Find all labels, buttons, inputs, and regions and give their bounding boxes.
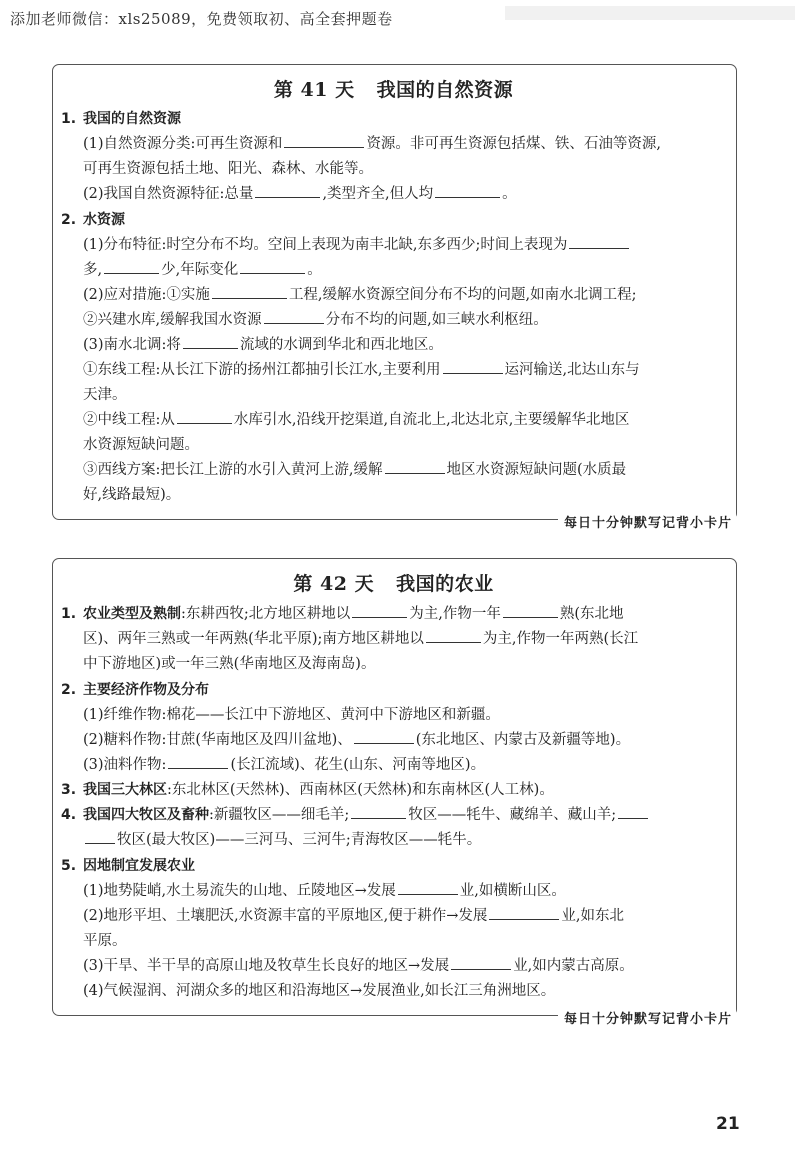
section-title: 我国三大林区	[83, 782, 167, 798]
text-line: 平原。	[83, 933, 127, 949]
section-number: 4.	[61, 807, 77, 823]
text-line: 水资源短缺问题。	[83, 437, 199, 453]
text: (2)地形平坦、土壤肥沃,水资源丰富的平原地区,便于耕作→发展	[83, 908, 488, 924]
section-title: 农业类型及熟制	[83, 606, 181, 622]
text: 。	[502, 186, 517, 202]
fill-blank[interactable]	[426, 628, 481, 643]
text: ②中线工程:从	[83, 412, 175, 428]
page-number: 21	[716, 1114, 740, 1134]
fill-blank[interactable]	[183, 334, 238, 349]
section-number: 2.	[61, 682, 77, 698]
text-line	[61, 954, 726, 979]
text: 。	[307, 262, 322, 278]
text: 水库引水,沿线开挖渠道,自流北上,北达北京,主要缓解华北地区	[233, 412, 630, 428]
fill-blank[interactable]	[104, 259, 159, 274]
text: 资源。非可再生资源包括煤、铁、石油等资源,	[366, 136, 662, 152]
text: (3)油料作物:	[83, 757, 167, 773]
fill-blank[interactable]	[569, 234, 629, 249]
section-title: 主要经济作物及分布	[83, 682, 209, 698]
text: ,类型齐全,但人均	[322, 186, 434, 202]
fill-blank[interactable]	[255, 183, 320, 198]
card-footer-label: 每日十分钟默写记背小卡片	[558, 512, 736, 531]
text: ①东线工程:从长江下游的扬州江都抽引长江水,主要利用	[83, 362, 441, 378]
text: 地区水资源短缺问题(水质最	[446, 462, 627, 478]
fill-blank[interactable]	[85, 829, 115, 844]
topic-title: 我国的自然资源	[376, 79, 514, 101]
fill-blank[interactable]	[503, 603, 558, 618]
text-line	[61, 258, 726, 283]
text-line	[61, 728, 726, 753]
text: 运河输送,北达山东与	[504, 362, 640, 378]
text-line: 好,线路最短)。	[83, 487, 181, 503]
text-line	[61, 904, 726, 929]
text-line	[61, 308, 726, 333]
text-line: 天津。	[83, 387, 127, 403]
fill-blank[interactable]	[168, 754, 228, 769]
text: (2)我国自然资源特征:总量	[83, 186, 254, 202]
section-heading	[61, 855, 726, 877]
text: (2)应对措施:①实施	[83, 287, 210, 303]
fill-blank[interactable]	[443, 359, 503, 374]
text-line: 可再生资源包括土地、阳光、森林、水能等。	[83, 161, 373, 177]
fill-blank[interactable]	[451, 955, 511, 970]
text-line	[61, 602, 726, 627]
text: (2)糖料作物:甘蔗(华南地区及四川盆地)、	[83, 732, 352, 748]
text-line	[61, 132, 726, 157]
text: :东北林区(天然林)、西南林区(天然林)和东南林区(人工林)。	[167, 782, 554, 798]
topic-title: 我国的农业	[396, 573, 494, 595]
text: (1)地势陡峭,水土易流失的山地、丘陵地区→发展	[83, 883, 396, 899]
fill-blank[interactable]	[212, 284, 287, 299]
text-line	[61, 283, 726, 308]
section-heading	[61, 209, 726, 231]
text-line: (1)纤维作物:棉花——长江中下游地区、黄河中下游地区和新疆。	[83, 707, 500, 723]
text: (1)自然资源分类:可再生资源和	[83, 136, 283, 152]
text: (长江流域)、花生(山东、河南等地区)。	[230, 757, 486, 773]
text-line	[61, 828, 726, 853]
text-line	[61, 627, 726, 652]
card-title	[61, 75, 726, 102]
top-scan-shade	[505, 6, 795, 20]
text-line	[61, 753, 726, 778]
text: 多,	[83, 262, 103, 278]
text: (东北地区、内蒙古及新疆等地)。	[415, 732, 631, 748]
fill-blank[interactable]	[489, 905, 559, 920]
text: (3)南水北调:将	[83, 337, 181, 353]
section-title: 水资源	[83, 212, 125, 228]
fill-blank[interactable]	[351, 804, 406, 819]
text-line	[61, 778, 726, 803]
text: :东耕西牧;北方地区耕地以	[181, 606, 351, 622]
card-title	[61, 569, 726, 596]
text: 熟(东北地	[559, 606, 624, 622]
text-line	[61, 182, 726, 207]
text-line: (4)气候湿润、河湖众多的地区和沿海地区→发展渔业,如长江三角洲地区。	[83, 983, 556, 999]
text-line	[61, 803, 726, 828]
text: 牧区——牦牛、藏绵羊、藏山羊;	[408, 807, 617, 823]
day-label: 第 42 天	[293, 573, 375, 595]
text-line	[61, 358, 726, 383]
text: ②兴建水库,缓解我国水资源	[83, 312, 262, 328]
text: 业,如横断山区。	[459, 883, 566, 899]
fill-blank[interactable]	[398, 880, 458, 895]
watermark-text: 添加老师微信：xls25089，免费领取初、高全套押题卷	[10, 10, 393, 28]
text-line	[61, 879, 726, 904]
text: 业,如内蒙古高原。	[513, 958, 634, 974]
fill-blank[interactable]	[240, 259, 305, 274]
text: 业,如东北	[561, 908, 625, 924]
day-label: 第 41 天	[273, 79, 355, 101]
text: ③西线方案:把长江上游的水引入黄河上游,缓解	[83, 462, 383, 478]
text: 分布不均的问题,如三峡水利枢纽。	[325, 312, 548, 328]
text: 工程,缓解水资源空间分布不均的问题,如南水北调工程;	[288, 287, 637, 303]
text-line	[61, 233, 726, 258]
text: (3)干旱、半干旱的高原山地及牧草生长良好的地区→发展	[83, 958, 450, 974]
text-line	[61, 408, 726, 433]
text: 为主,作物一年两熟(长江	[482, 631, 639, 647]
card-footer-label: 每日十分钟默写记背小卡片	[558, 1008, 736, 1027]
section-number: 1.	[61, 606, 77, 622]
section-heading	[61, 108, 726, 130]
section-heading	[61, 679, 726, 701]
text: 少,年际变化	[161, 262, 239, 278]
text: 为主,作物一年	[409, 606, 501, 622]
section-number: 1.	[61, 111, 77, 127]
section-title: 我国四大牧区及畜种	[83, 807, 209, 823]
section-number: 2.	[61, 212, 77, 228]
text-line	[61, 458, 726, 483]
text-line: 中下游地区)或一年三熟(华南地区及海南岛)。	[83, 656, 376, 672]
text: :新疆牧区——细毛羊;	[209, 807, 350, 823]
card-day-42	[52, 558, 737, 1027]
text: 牧区(最大牧区)——三河马、三河牛;青海牧区——牦牛。	[117, 832, 482, 848]
fill-blank[interactable]	[352, 603, 407, 618]
fill-blank[interactable]	[435, 183, 500, 198]
fill-blank[interactable]	[618, 804, 648, 819]
text-line	[61, 333, 726, 358]
section-title: 因地制宜发展农业	[83, 858, 195, 874]
fill-blank[interactable]	[354, 729, 414, 744]
fill-blank[interactable]	[385, 459, 445, 474]
fill-blank[interactable]	[284, 133, 364, 148]
fill-blank[interactable]	[264, 309, 324, 324]
section-title: 我国的自然资源	[83, 111, 181, 127]
fill-blank[interactable]	[177, 409, 232, 424]
text: (1)分布特征:时空分布不均。空间上表现为南丰北缺,东多西少;时间上表现为	[83, 237, 568, 253]
section-number: 5.	[61, 858, 77, 874]
text: 区)、两年三熟或一年两熟(华北平原);南方地区耕地以	[83, 631, 424, 647]
text: 流域的水调到华北和西北地区。	[239, 337, 443, 353]
card-day-41	[52, 64, 737, 531]
section-number: 3.	[61, 782, 77, 798]
